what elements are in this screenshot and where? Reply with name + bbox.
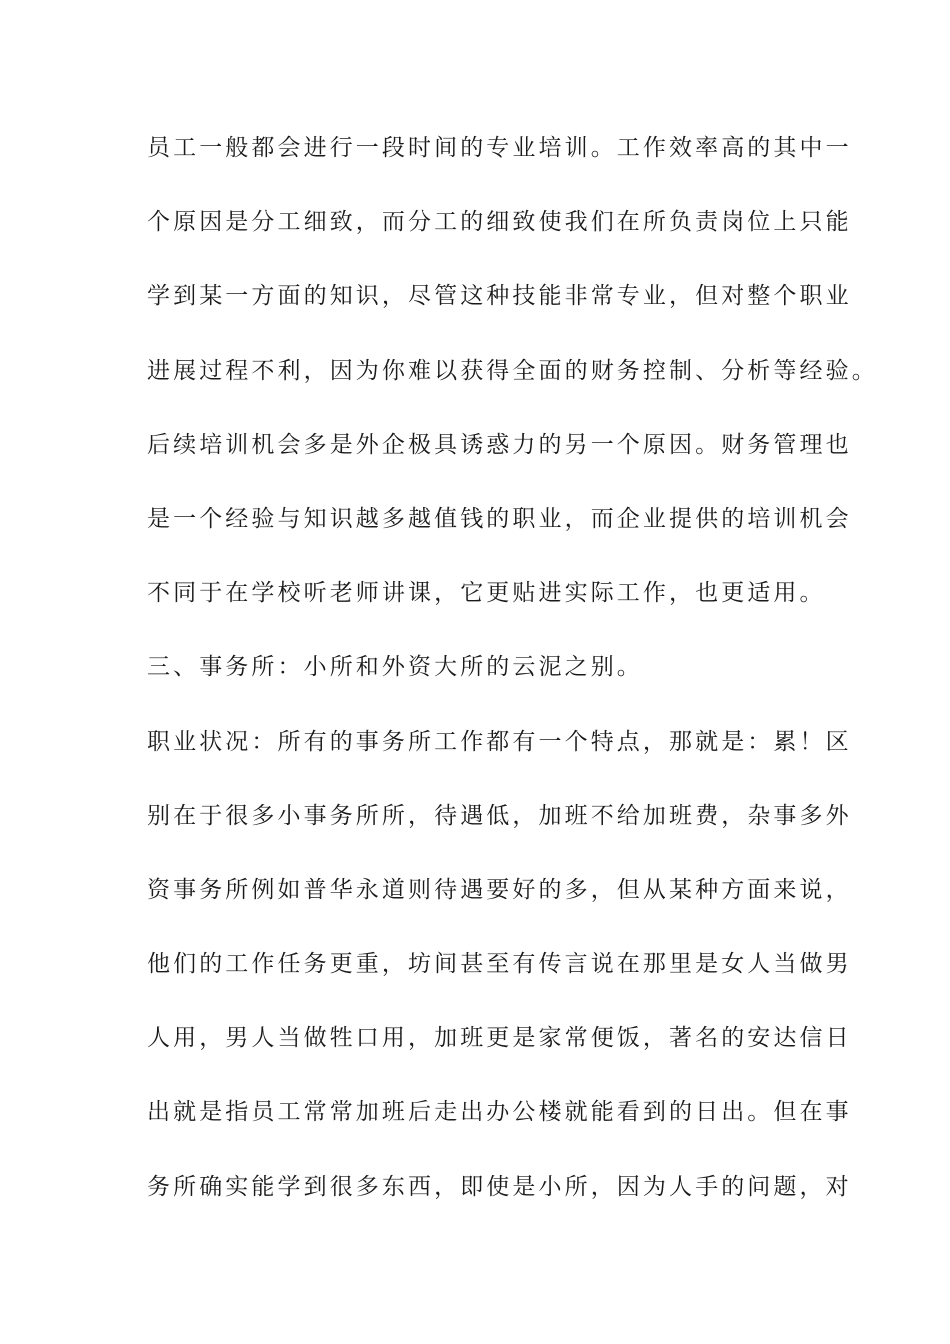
body-text [147, 128, 878, 1241]
text-line: 别在于很多小事务所所，待遇低，加班不给加班费，杂事多外 [147, 802, 852, 829]
text-line: 职业状况：所有的事务所工作都有一个特点，那就是：累！区 [147, 728, 852, 755]
text-line: 出就是指员工常常加班后走出办公楼就能看到的日出。但在事 [147, 1099, 852, 1126]
text-line: 不同于在学校听老师讲课，它更贴进实际工作，也更适用。 [147, 580, 826, 607]
text-line: 他们的工作任务更重，坊间甚至有传言说在那里是女人当做男 [147, 951, 852, 978]
text-line: 人用，男人当做牲口用，加班更是家常便饭，著名的安达信日 [147, 1025, 852, 1052]
text-line: 是一个经验与知识越多越值钱的职业，而企业提供的培训机会 [147, 505, 852, 532]
text-line: 后续培训机会多是外企极具诱惑力的另一个原因。财务管理也 [147, 431, 852, 458]
section-heading: 三、事务所：小所和外资大所的云泥之别。 [147, 654, 643, 681]
text-line: 务所确实能学到很多东西，即使是小所，因为人手的问题，对 [147, 1173, 852, 1200]
text-line: 资事务所例如普华永道则待遇要好的多，但从某种方面来说， [147, 876, 852, 903]
text-line: 员工一般都会进行一段时间的专业培训。工作效率高的其中一 [147, 135, 852, 161]
text-line: 学到某一方面的知识，尽管这种技能非常专业，但对整个职业 [147, 283, 852, 310]
text-line: 个原因是分工细致，而分工的细致使我们在所负责岗位上只能 [147, 209, 852, 236]
text-line: 进展过程不利，因为你难以获得全面的财务控制、分析等经验。 [147, 357, 878, 384]
